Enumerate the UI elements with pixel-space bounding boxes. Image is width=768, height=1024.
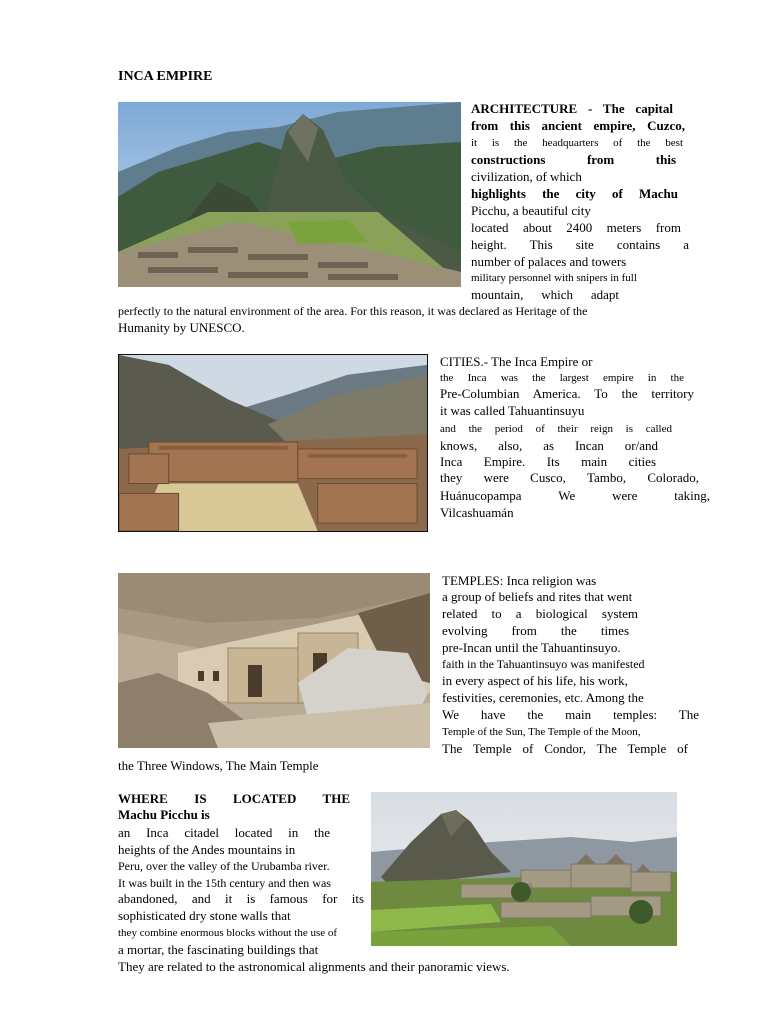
text-line: located about 2400 meters from	[471, 220, 681, 235]
text-line: perfectly to the natural environment of the area. For this reason, it was declared as Heritage of the	[118, 304, 588, 318]
text-line: heights of the Andes mountains in	[118, 842, 296, 857]
text-line: abandoned, and it is famous for its	[118, 891, 364, 906]
text-line: mountain, which adapt	[471, 287, 619, 302]
machu-picchu-citadel-photo	[371, 792, 677, 946]
text-line: TEMPLES: Inca religion was	[442, 573, 597, 588]
text-line: a mortar, the fascinating buildings that	[118, 942, 319, 957]
text-line: Temple of the Sun, The Temple of the Moon,	[442, 726, 641, 738]
text-line: CITIES.- The Inca Empire or	[440, 354, 593, 369]
text-line: Picchu, a beautiful city	[471, 203, 591, 218]
machu-picchu-photo	[118, 102, 461, 287]
text-line: The Temple of Condor, The Temple of	[442, 741, 688, 756]
text-line: Huánucopampa We were taking,	[440, 488, 710, 503]
text-line: military personnel with snipers in full	[471, 272, 637, 284]
text-line: number of palaces and towers	[471, 254, 627, 269]
text-line: the Three Windows, The Main Temple	[118, 758, 319, 773]
section-heading: Machu Picchu is	[118, 807, 210, 822]
text-line: evolving from the times	[442, 623, 629, 638]
text-line: Inca Empire. Its main cities	[440, 454, 656, 469]
text-line: Vilcashuamán	[440, 505, 514, 520]
text-line: constructions from this	[471, 152, 676, 167]
section-heading: WHERE IS LOCATED THE	[118, 791, 350, 806]
text-line: height. This site contains a	[471, 237, 689, 252]
text-line: faith in the Tahuantinsuyo was manifested	[442, 657, 645, 671]
text-line: ARCHITECTURE - The capital	[471, 101, 673, 116]
text-line: related to a biological system	[442, 606, 638, 621]
text-line: pre-Incan until the Tahuantinsuyo.	[442, 640, 621, 655]
text-line: Peru, over the valley of the Urubamba river.	[118, 859, 330, 873]
temple-cave-photo	[118, 573, 430, 748]
text-line: they were Cusco, Tambo, Colorado,	[440, 470, 699, 485]
text-line: Pre-Columbian America. To the territory	[440, 386, 694, 401]
text-line: We have the main temples: The	[442, 707, 699, 722]
text-line: the Inca was the largest empire in the	[440, 372, 684, 384]
text-line: highlights the city of Machu	[471, 186, 678, 201]
text-line: from this ancient empire, Cuzco,	[471, 118, 685, 133]
text-line: knows, also, as Incan or/and	[440, 438, 658, 453]
text-line: festivities, ceremonies, etc. Among the	[442, 690, 644, 705]
text-line: It was built in the 15th century and then was	[118, 876, 331, 890]
text-line: and the period of their reign is called	[440, 423, 672, 435]
text-line: They are related to the astronomical alignments and their panoramic views.	[118, 959, 510, 974]
text-line: they combine enormous blocks without the use of	[118, 927, 338, 939]
inca-ruins-photo	[118, 354, 428, 532]
text-line: a group of beliefs and rites that went	[442, 589, 633, 604]
text-line: civilization, of which	[471, 169, 582, 184]
text-line: an Inca citadel located in the	[118, 825, 330, 840]
text-line: it is the headquarters of the best	[471, 137, 683, 149]
text-line: it was called Tahuantinsuyu	[440, 403, 585, 418]
text-line: sophisticated dry stone walls that	[118, 908, 291, 923]
text-line: in every aspect of his life, his work,	[442, 673, 628, 688]
text-line: Humanity by UNESCO.	[118, 320, 245, 335]
page-title: INCA EMPIRE	[118, 69, 213, 84]
